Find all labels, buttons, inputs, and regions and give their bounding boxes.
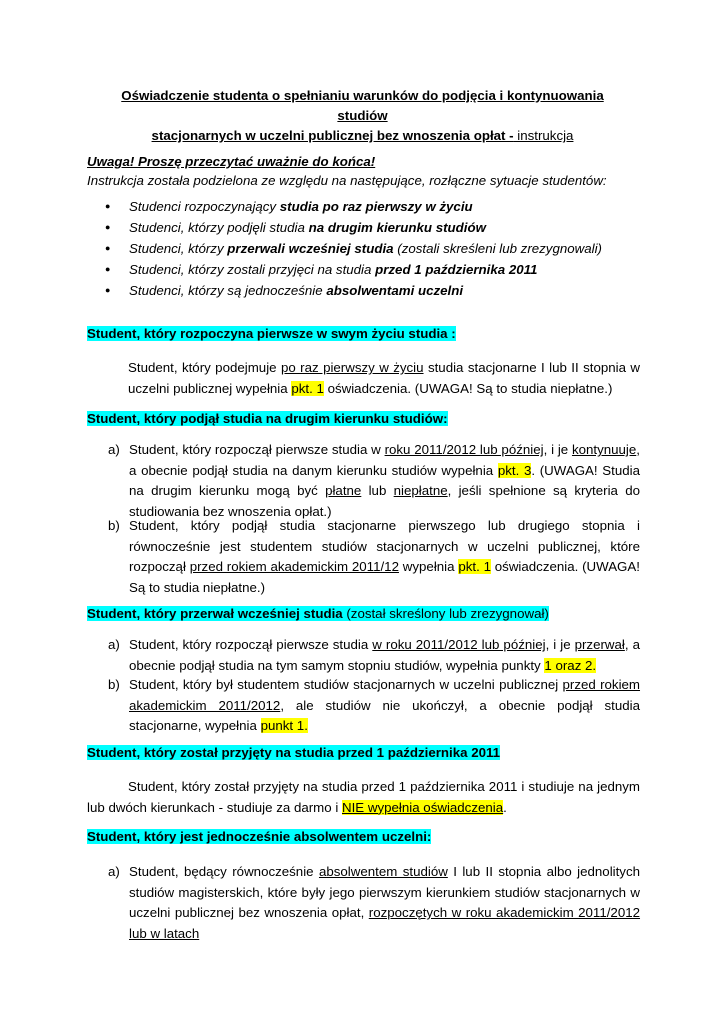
section-1-paragraph: Student, który podejmuje po raz pierwszy w życiu studia stacjonarne I lub II stopnia w uczelni publicznej wypełnia pkt. 1 oświadczenia. (UWAGA! Są to studia niepłatne.)	[128, 360, 640, 396]
list-item: ● Studenci, którzy przerwali wcześniej studia (zostali skreśleni lub zrezygnowali)	[87, 238, 647, 259]
list-item: ● Studenci, którzy podjęli studia na drugim kierunku studiów	[87, 217, 647, 238]
section-3-item-a: a) Student, który rozpoczął pierwsze studia w roku 2011/2012 lub później, i je przerwał, a obecnie podjął studia na tym samym stopniu studiów, wypełnia punkty 1 oraz 2.	[108, 637, 640, 673]
intro	[87, 152, 607, 190]
title-plain: instrukcja	[513, 128, 574, 143]
intro-description: Instrukcja została podzielona ze względu na następujące, rozłączne sytuacje studentów:	[87, 173, 607, 188]
warning-text: Uwaga! Proszę przeczytać uważnie do końca!	[87, 154, 376, 169]
section-heading-first-studies: Student, który rozpoczyna pierwsze w swym życiu studia :	[87, 326, 456, 341]
list-item: ● Studenci rozpoczynający studia po raz pierwszy w życiu	[87, 196, 647, 217]
list-item: ● Studenci, którzy są jednocześnie absolwentami uczelni	[87, 280, 647, 301]
title-line-2	[100, 126, 625, 146]
section-2-item-b: b) Student, który podjął studia stacjonarne pierwszego lub drugiego stopnia i równocześnie jest studentem studiów stacjonarnych w uczelni publicznej, które rozpoczął przed rokiem akademickim 2011/12 wypełnia pkt. 1 oświadczenia. (UWAGA! Są to studia niepłatne.)	[108, 518, 640, 595]
section-4-paragraph: Student, który został przyjęty na studia przed 1 października 2011 i studiuje na jednym lub dwóch kierunkach - studiuje za darmo i NIE wypełnia oświadczenia.	[87, 779, 640, 815]
section-heading-graduate: Student, który jest jednocześnie absolwentem uczelni:	[87, 829, 432, 844]
section-5-item-a: a) Student, będący równocześnie absolwentem studiów I lub II stopnia albo jednolitych studiów magisterskich, które były jego pierwszym kierunkiem studiów stacjonarnych w uczelni publicznej bez wnoszenia opłat, rozpoczętych w roku akademickim 2011/2012 lub w latach	[108, 864, 641, 941]
document-title	[100, 86, 625, 146]
section-2-item-a: a) Student, który rozpoczął pierwsze studia w roku 2011/2012 lub później, i je kontynuuje, a obecnie podjął studia na danym kierunku studiów wypełnia pkt. 3. (UWAGA! Studia na drugim kierunku mogą być płatne lub niepłatne, jeśli spełnione są kryteria do studiowania bez wnoszenia opłat.)	[108, 442, 640, 519]
section-heading-interrupted: Student, który przerwał wcześniej studia (został skreślony lub zrezygnował)	[87, 606, 549, 621]
list-item: ● Studenci, którzy zostali przyjęci na studia przed 1 października 2011	[87, 259, 647, 280]
situations-list	[87, 196, 647, 301]
section-heading-second-field: Student, który podjął studia na drugim kierunku studiów:	[87, 411, 448, 426]
section-heading-before-2011: Student, który został przyjęty na studia przed 1 października 2011	[87, 745, 501, 760]
title-bold: stacjonarnych w uczelni publicznej bez wnoszenia opłat -	[151, 128, 514, 143]
section-3-item-b: b) Student, który był studentem studiów stacjonarnych w uczelni publicznej przed rokiem akademickim 2011/2012, ale studiów nie ukończył, a obecnie podjął studia stacjonarne, wypełnia punkt 1.	[108, 677, 641, 733]
title-line-1: Oświadczenie studenta o spełnianiu warunków do podjęcia i kontynuowania studiów	[121, 88, 604, 123]
